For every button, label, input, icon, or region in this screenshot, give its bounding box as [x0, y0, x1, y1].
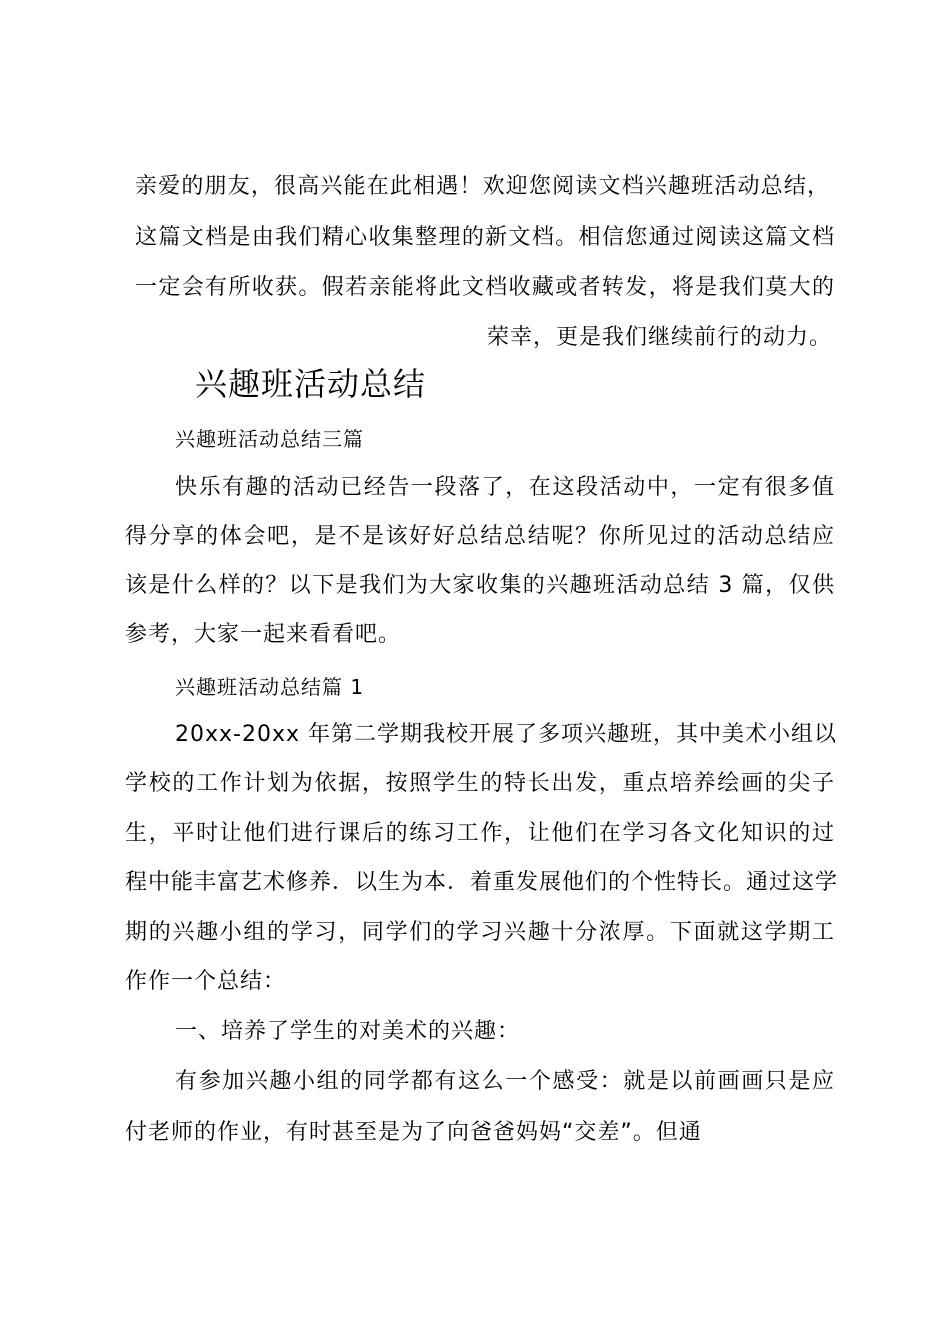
para3-line-1: 有参加兴趣小组的同学都有这么一个感受：就是以前画画只是应	[175, 1069, 835, 1094]
para3-line-2: 付老师的作业，有时甚至是为了向爸爸妈妈“交差”。但通	[125, 1120, 702, 1145]
para2-line-5: 期的兴趣小组的学习，同学们的学习兴趣十分浓厚。下面就这学期工	[125, 920, 835, 945]
para2-line-1: 20xx-20xx 年第二学期我校开展了多项兴趣班，其中美术小组以	[175, 722, 837, 747]
intro-line-1: 亲爱的朋友，很高兴能在此相遇！欢迎您阅读文档兴趣班活动总结，	[135, 174, 830, 199]
para1-line-1: 快乐有趣的活动已经告一段落了，在这段活动中，一定有很多值	[175, 475, 835, 500]
para2-line-6: 作作一个总结：	[125, 969, 287, 994]
para2-line-2: 学校的工作计划为依据，按照学生的特长出发，重点培养绘画的尖子	[125, 771, 835, 796]
para1-line-2: 得分享的体会吧，是不是该好好总结总结呢？你所见过的活动总结应	[125, 524, 835, 549]
intro-line-4: 荣幸，更是我们继续前行的动力。	[487, 325, 833, 350]
para1-line-3: 该是什么样的？以下是我们为大家收集的兴趣班活动总结 3 篇，仅供	[125, 573, 835, 598]
document-title: 兴趣班活动总结	[195, 365, 427, 403]
point1-heading: 一、培养了学生的对美术的兴趣：	[175, 1019, 521, 1044]
intro-line-2: 这篇文档是由我们精心收集整理的新文档。相信您通过阅读这篇文档	[135, 225, 835, 250]
para2-line-4: 程中能丰富艺术修养．以生为本．着重发展他们的个性特长。通过这学	[125, 870, 839, 895]
para2-line-3: 生，平时让他们进行课后的练习工作，让他们在学习各文化知识的过	[125, 821, 835, 846]
para1-line-4: 参考，大家一起来看看吧。	[125, 622, 402, 647]
document-subtitle: 兴趣班活动总结三篇	[175, 427, 364, 451]
section1-heading: 兴趣班活动总结篇 1	[175, 675, 365, 699]
intro-line-3: 一定会有所收获。假若亲能将此文档收藏或者转发，将是我们莫大的	[135, 275, 835, 300]
